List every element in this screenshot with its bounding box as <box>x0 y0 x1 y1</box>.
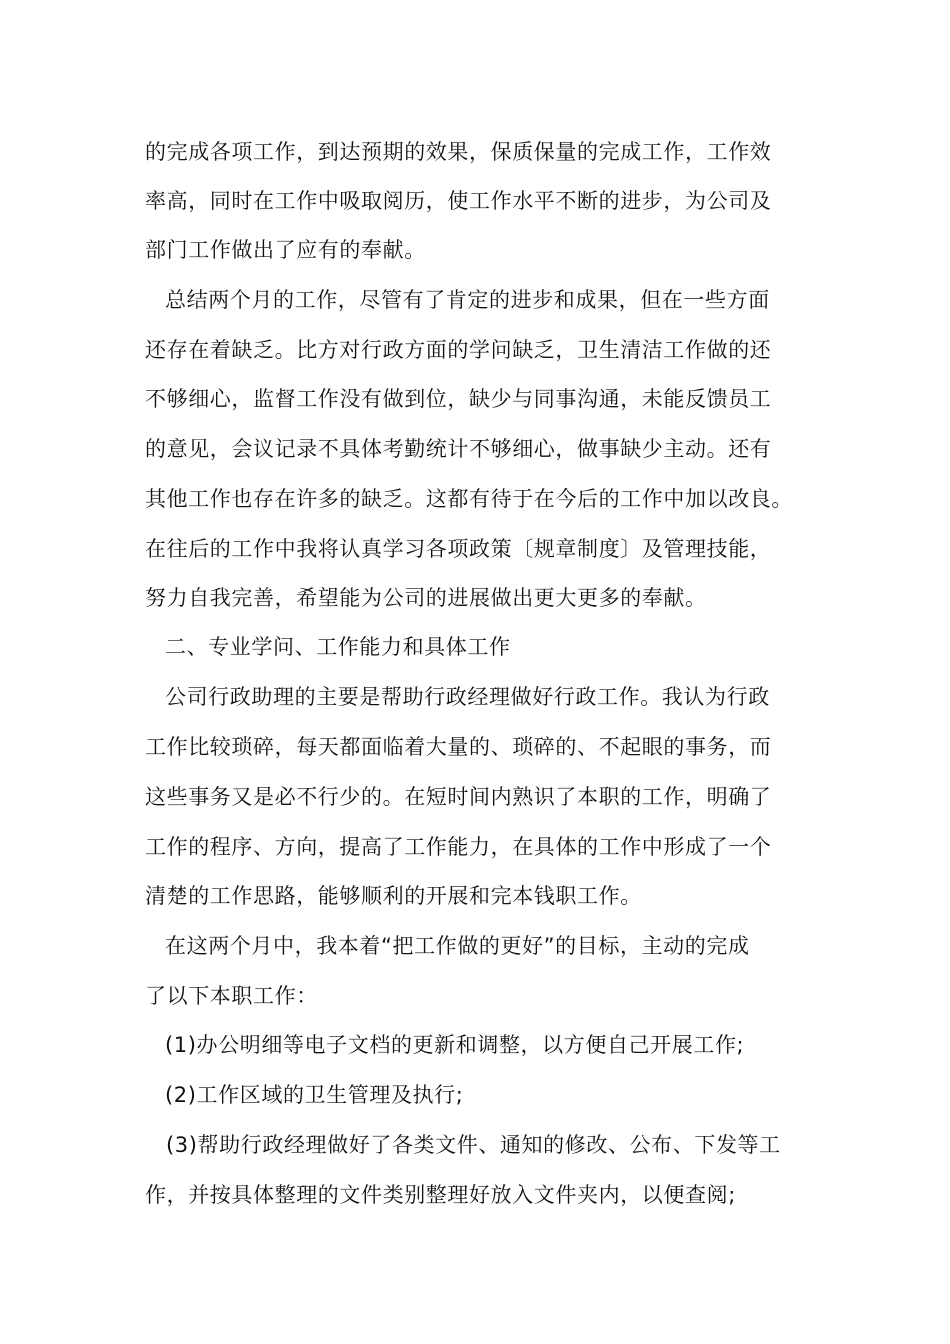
paragraph-line: 工作比较琐碎，每天都面临着大量的、琐碎的、不起眼的事务，而 <box>145 735 772 759</box>
paragraph-line: 公司行政助理的主要是帮助行政经理做好行政工作。我认为行政 <box>165 685 770 709</box>
paragraph-line: 努力自我完善，希望能为公司的进展做出更大更多的奉献。 <box>145 586 707 610</box>
paragraph-line: 作，并按具体整理的文件类别整理好放入文件夹内，以便查阅; <box>145 1183 736 1207</box>
paragraph-line: 了以下本职工作： <box>145 984 318 1008</box>
paragraph-line: 还存在着缺乏。比方对行政方面的学问缺乏，卫生清洁工作做的还 <box>145 338 772 362</box>
paragraph-line: 在这两个月中，我本着“把工作做的更好”的目标，主动的完成 <box>165 934 750 958</box>
list-item: (1)办公明细等电子文档的更新和调整，以方便自己开展工作; <box>165 1033 745 1057</box>
paragraph-line: 工作的程序、方向，提高了工作能力，在具体的工作中形成了一个 <box>145 835 772 859</box>
paragraph-line: 率高，同时在工作中吸取阅历，使工作水平不断的进步，为公司及 <box>145 189 772 213</box>
paragraph-line: 在往后的工作中我将认真学习各项政策〔规章制度〕及管理技能， <box>145 537 772 561</box>
paragraph-line: 的完成各项工作，到达预期的效果，保质保量的完成工作，工作效 <box>145 140 772 164</box>
paragraph-line: 这些事务又是必不行少的。在短时间内熟识了本职的工作，明确了 <box>145 785 772 809</box>
paragraph-line: 不够细心，监督工作没有做到位，缺少与同事沟通，未能反馈员工 <box>145 387 772 411</box>
section-heading: 二、专业学问、工作能力和具体工作 <box>165 635 511 659</box>
list-item: (2)工作区域的卫生管理及执行; <box>165 1083 464 1107</box>
paragraph-line: 总结两个月的工作，尽管有了肯定的进步和成果，但在一些方面 <box>165 288 770 312</box>
paragraph-line: 的意见，会议记录不具体考勤统计不够细心，做事缺少主动。还有 <box>145 437 772 461</box>
paragraph-line: 部门工作做出了应有的奉献。 <box>145 238 426 262</box>
paragraph-line: 其他工作也存在许多的缺乏。这都有待于在今后的工作中加以改良。 <box>145 487 793 511</box>
list-item: (3)帮助行政经理做好了各类文件、通知的修改、公布、下发等工 <box>166 1133 781 1157</box>
paragraph-line: 清楚的工作思路，能够顺利的开展和完本钱职工作。 <box>145 884 642 908</box>
